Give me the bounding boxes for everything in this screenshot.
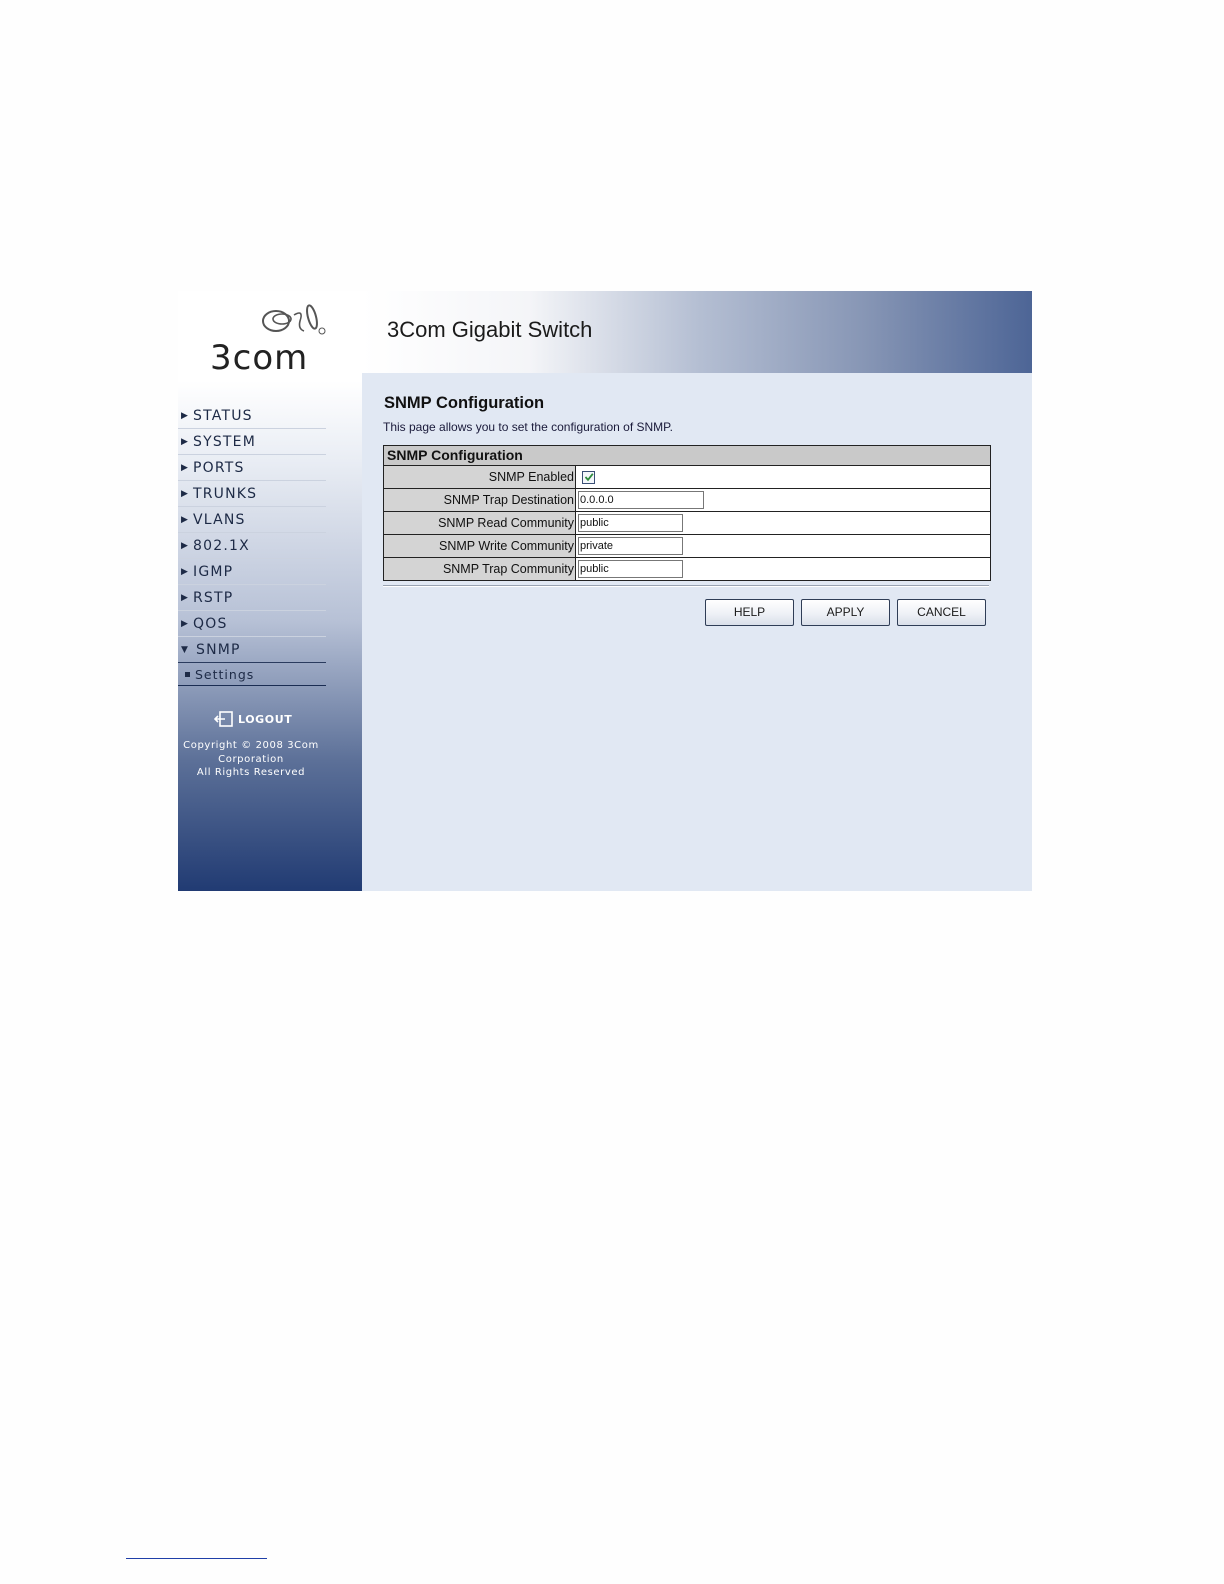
snmp-enabled-checkbox[interactable] bbox=[582, 471, 595, 484]
table-header: SNMP Configuration bbox=[384, 446, 990, 466]
triangle-right-icon: ▶ bbox=[181, 410, 190, 421]
table-row bbox=[384, 489, 990, 512]
cancel-button[interactable]: CANCEL bbox=[897, 599, 986, 626]
sidebar-nav bbox=[178, 403, 326, 686]
trap-community-input[interactable] bbox=[578, 560, 683, 578]
table-row bbox=[384, 558, 990, 580]
row-value bbox=[576, 489, 990, 511]
sidebar-subitem-settings[interactable] bbox=[178, 663, 326, 686]
sidebar-item-rstp[interactable] bbox=[178, 585, 326, 611]
row-value bbox=[576, 466, 990, 488]
copyright-line: Copyright © 2008 3Com bbox=[183, 740, 319, 751]
snmp-config-table bbox=[383, 445, 991, 581]
sidebar-item-vlans[interactable] bbox=[178, 507, 326, 533]
copyright-notice bbox=[178, 739, 324, 780]
logout-label: LOGOUT bbox=[238, 712, 293, 726]
triangle-right-icon: ▶ bbox=[181, 540, 190, 551]
sidebar-item-8021x[interactable] bbox=[178, 533, 326, 559]
sidebar-item-label: SYSTEM bbox=[193, 433, 257, 450]
triangle-right-icon: ▶ bbox=[181, 566, 190, 577]
triangle-right-icon: ▶ bbox=[181, 462, 190, 473]
sidebar-item-status[interactable] bbox=[178, 403, 326, 429]
app-title: 3Com Gigabit Switch bbox=[387, 317, 593, 342]
help-button[interactable]: HELP bbox=[705, 599, 794, 626]
sidebar-item-ports[interactable] bbox=[178, 455, 326, 481]
checkmark-icon bbox=[584, 472, 594, 482]
switch-web-ui bbox=[178, 291, 1032, 891]
logo-wordmark: 3com bbox=[210, 338, 309, 378]
sidebar-item-label: VLANS bbox=[193, 511, 246, 528]
footnote-rule bbox=[126, 1558, 267, 1559]
sidebar-item-snmp[interactable] bbox=[178, 637, 326, 663]
3com-logo-icon bbox=[260, 301, 330, 337]
triangle-right-icon: ▶ bbox=[181, 618, 190, 629]
read-community-input[interactable] bbox=[578, 514, 683, 532]
trap-destination-input[interactable] bbox=[578, 491, 704, 509]
write-community-input[interactable] bbox=[578, 537, 683, 555]
sidebar-item-label: PORTS bbox=[193, 459, 245, 476]
sidebar-item-trunks[interactable] bbox=[178, 481, 326, 507]
apply-button[interactable]: APPLY bbox=[801, 599, 890, 626]
sidebar-item-qos[interactable] bbox=[178, 611, 326, 637]
triangle-right-icon: ▶ bbox=[181, 488, 190, 499]
row-label: SNMP Read Community bbox=[384, 512, 576, 534]
header-banner bbox=[362, 291, 1032, 373]
row-value bbox=[576, 512, 990, 534]
row-value bbox=[576, 535, 990, 557]
copyright-line: Corporation bbox=[218, 753, 284, 765]
sidebar-item-system[interactable] bbox=[178, 429, 326, 455]
logout-link[interactable] bbox=[214, 711, 292, 727]
sidebar-item-label: TRUNKS bbox=[193, 485, 258, 502]
triangle-right-icon: ▶ bbox=[181, 436, 190, 447]
sidebar-item-igmp[interactable] bbox=[178, 559, 326, 585]
triangle-right-icon: ▶ bbox=[181, 592, 190, 603]
square-bullet-icon bbox=[185, 672, 190, 677]
page-title: SNMP Configuration bbox=[384, 394, 545, 412]
triangle-right-icon: ▶ bbox=[181, 514, 190, 525]
sidebar-item-label: 802.1X bbox=[193, 537, 250, 554]
sidebar-item-label: STATUS bbox=[193, 407, 253, 424]
row-label: SNMP Write Community bbox=[384, 535, 576, 557]
sidebar-subitem-label: Settings bbox=[195, 666, 255, 682]
sidebar-item-label: QOS bbox=[193, 615, 228, 632]
table-row bbox=[384, 466, 990, 489]
table-row bbox=[384, 535, 990, 558]
row-label: SNMP Enabled bbox=[384, 466, 576, 488]
table-row bbox=[384, 512, 990, 535]
3com-logo bbox=[210, 301, 330, 378]
page-description: This page allows you to set the configuration of SNMP. bbox=[383, 420, 673, 434]
triangle-down-icon: ▼ bbox=[181, 644, 190, 655]
logout-icon bbox=[214, 711, 234, 727]
row-value bbox=[576, 558, 990, 580]
sidebar-item-label: RSTP bbox=[193, 589, 234, 606]
row-label: SNMP Trap Community bbox=[384, 558, 576, 580]
copyright-line: All Rights Reserved bbox=[196, 767, 306, 778]
main-content bbox=[362, 373, 1032, 891]
sidebar-item-label: SNMP bbox=[196, 641, 241, 658]
sidebar-item-label: IGMP bbox=[193, 563, 234, 580]
sidebar bbox=[178, 291, 362, 891]
row-label: SNMP Trap Destination bbox=[384, 489, 576, 511]
divider bbox=[383, 585, 989, 587]
